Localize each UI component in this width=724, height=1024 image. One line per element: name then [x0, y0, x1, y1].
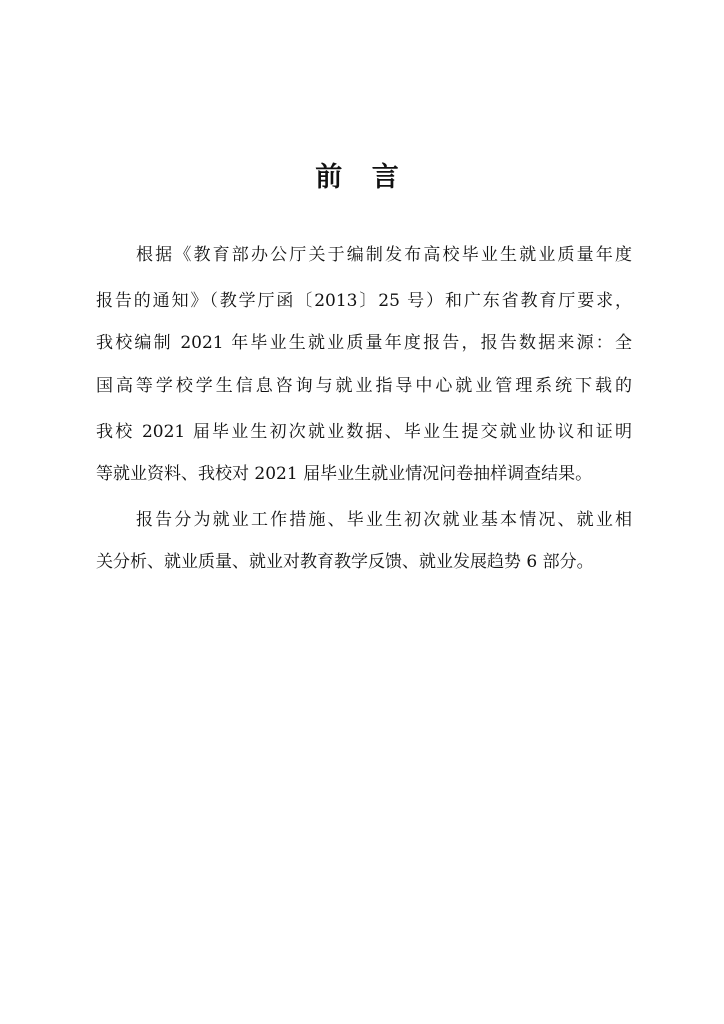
paragraph-2-line-1: 报告分为就业工作措施、毕业生初次就业基本情况、就业相	[136, 510, 632, 530]
paragraph-1-line-3: 我校编制 2021 年毕业生就业质量年度报告，报告数据来源：全	[96, 333, 632, 353]
paragraph-1-line-1: 根据《教育部办公厅关于编制发布高校毕业生就业质量年度	[136, 245, 632, 265]
paragraph-1-line-5: 我校 2021 届毕业生初次就业数据、毕业生提交就业协议和证明	[96, 422, 632, 442]
page-title: 前 言	[315, 162, 409, 193]
paragraph-2-line-2: 关分析、就业质量、就业对教育教学反馈、就业发展趋势 6 部分。	[96, 552, 594, 572]
paragraph-1-line-6: 等就业资料、我校对 2021 届毕业生就业情况问卷抽样调查结果。	[96, 464, 593, 484]
paragraph-1-line-4: 国高等学校学生信息咨询与就业指导中心就业管理系统下载的	[96, 376, 632, 396]
paragraph-1-line-2: 报告的通知》（教学厅函〔2013〕25 号）和广东省教育厅要求，	[96, 291, 632, 311]
